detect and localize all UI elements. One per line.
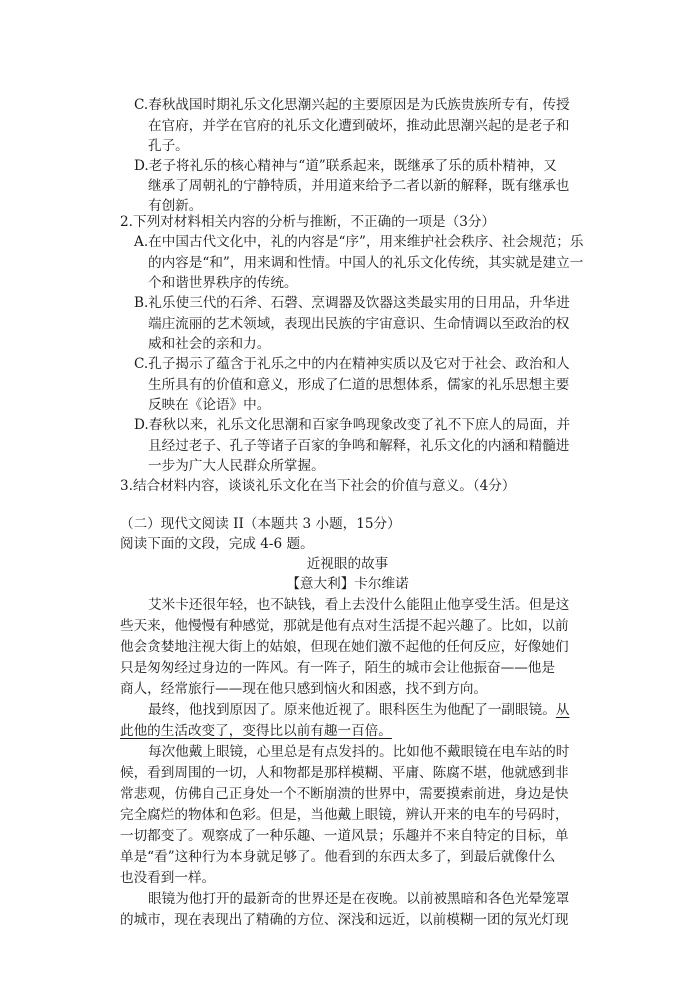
story-p1-line-5: 商人，经常旅行——现在他只感到恼火和困惑，找不到方向。 xyxy=(120,681,488,697)
q2-option-d-line-1: D.春秋以来，礼乐文化思潮和百家争鸣现象改变了礼不下庶人的局面，并 xyxy=(134,417,571,433)
q2-option-a-line-3: 个和谐世界秩序的传统。 xyxy=(148,275,298,291)
story-p3-line-1: 每次他戴上眼镜，心里总是有点发抖的。比如他不戴眼镜在电车站的时 xyxy=(148,744,570,760)
story-p2-line-1 xyxy=(148,700,569,720)
story-p3-line-3: 常悲观，仿佛自己正身处一个不断崩溃的世界中，需要摸索前进，身边是快 xyxy=(120,786,569,802)
q2-option-a-line-1: A.在中国古代文化中，礼的内容是“序”，用来维护社会秩序、社会规范；乐 xyxy=(134,234,584,250)
q2-option-c-line-1: C.孔子揭示了蕴含于礼乐之中的内在精神实质以及它对于社会、政治和人 xyxy=(134,356,570,372)
q2-option-c-line-3: 反映在《论语》中。 xyxy=(148,397,271,413)
q2-option-d-line-3: 一步为广大人民群众所掌握。 xyxy=(148,458,325,474)
option-c-line-1: C.春秋战国时期礼乐文化思潮兴起的主要原因是为氏族贵族所专有，传授 xyxy=(134,97,570,113)
story-p1-line-2: 些天来，他慢慢有种感觉，那就是他有点对生活提不起兴趣了。比如，以前 xyxy=(120,618,569,634)
story-p3-line-7: 也没看到一样。 xyxy=(120,870,216,886)
story-p1-line-1: 艾米卡还很年轻，也不缺钱，看上去没什么能阻止他享受生活。但是这 xyxy=(148,597,570,613)
story-p4-line-2: 的城市，现在表现出了精确的方位、深浅和远近，以前模糊一团的氖光灯现 xyxy=(120,912,569,928)
story-p3-line-2: 候，看到周围的一切，人和物都是那样模糊、平庸、陈腐不堪，他就感到非 xyxy=(120,765,569,781)
option-c-line-2: 在官府，并学在官府的礼乐文化遭到破坏，推动此思潮兴起的是老子和 xyxy=(148,118,570,134)
section-2-instruction: 阅读下面的文段，完成 4-6 题。 xyxy=(120,536,314,552)
story-p3-line-6: 单是“看”这种行为本身就足够了。他看到的东西太多了，到最后就像什么 xyxy=(120,849,556,865)
story-p2-underlined-start: 从 xyxy=(555,702,570,718)
q2-option-b-line-1: B.礼乐使三代的石斧、石磬、烹调器及饮器这类最实用的日用品，升华进 xyxy=(134,295,570,311)
section-2-heading: （二）现代文阅读 II（本题共 3 小题，15分） xyxy=(120,516,401,532)
q2-option-a-line-2: 的内容是“和”，用来调和性情。中国人的礼乐文化传统，其实就是建立一 xyxy=(148,255,584,271)
q2-option-d-line-2: 且经过老子、孔子等诸子百家的争鸣和解释，礼乐文化的内涵和精髓进 xyxy=(148,438,570,454)
story-p3-line-5: 一切都变了。观察成了一种乐趣、一道风景；乐趣并不来自特定的目标，单 xyxy=(120,828,569,844)
question-3: 3.结合材料内容，谈谈礼乐文化在当下社会的价值与意义。（4分） xyxy=(120,478,516,494)
question-2-stem: 2.下列对材料相关内容的分析与推断，不正确的一项是（3分） xyxy=(120,214,496,230)
q2-option-c-line-2: 生所具有的价值和意义，形成了仁道的思想体系，儒家的礼乐思想主要 xyxy=(148,377,570,393)
story-title: 近视眼的故事 xyxy=(306,556,389,572)
story-p3-line-4: 完全腐烂的物体和色彩。但是，当他戴上眼镜，辨认开来的电车的号码时， xyxy=(120,807,569,823)
option-d-line-2: 继承了周朝礼的宁静特质，并用道来给予二者以新的解释，既有继承也 xyxy=(148,178,570,194)
story-author: 【意大利】卡尔维诺 xyxy=(286,576,409,592)
option-c-line-3: 孔子。 xyxy=(148,138,189,154)
story-p1-line-3: 他会贪婪地注视大街上的姑娘，但现在她们激不起他的任何反应，好像她们 xyxy=(120,639,569,655)
q2-option-b-line-3: 威和社会的亲和力。 xyxy=(148,336,271,352)
q2-option-b-line-2: 端庄流丽的艺术领域，表现出民族的宇宙意识、生命情调以至政治的权 xyxy=(148,316,570,332)
option-d-line-1: D.老子将礼乐的核心精神与“道”联系起来，既继承了乐的质朴精神，又 xyxy=(134,158,557,174)
story-p4-line-1: 眼镜为他打开的最新奇的世界还是在夜晚。以前被黑暗和各色光晕笼罩 xyxy=(148,891,570,907)
story-p1-line-4: 只是匆匆经过身边的一阵风。有一阵子，陌生的城市会让他振奋——他是 xyxy=(120,660,555,676)
story-p2-underlined-line: 此他的生活改变了，变得比以前有趣一百倍。 xyxy=(120,723,392,739)
story-p2-plain: 最终，他找到原因了。原来他近视了。眼科医生为他配了一副眼镜。 xyxy=(148,702,556,718)
option-d-line-3: 有创新。 xyxy=(148,198,203,214)
